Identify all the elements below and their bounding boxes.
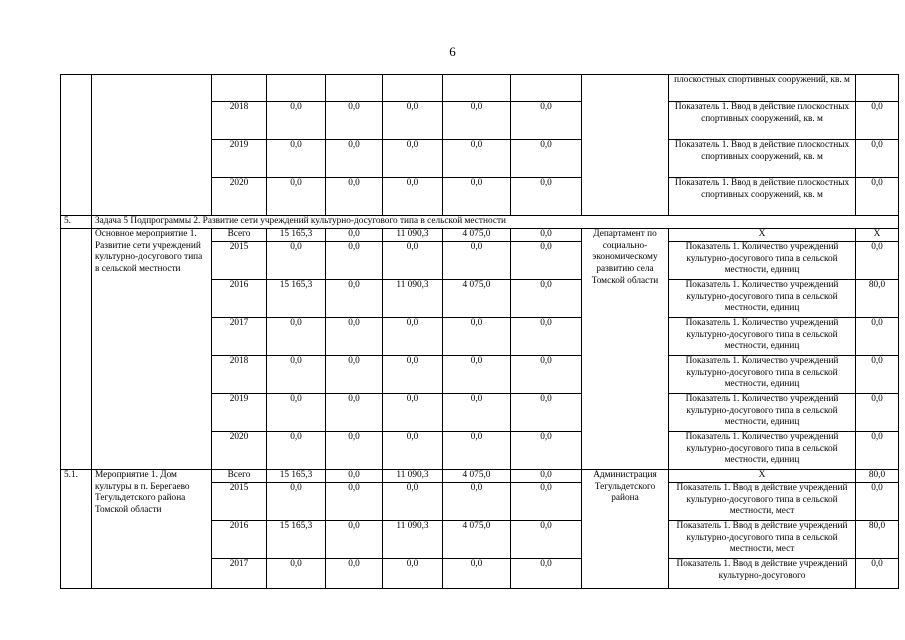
year-cell: 2016 (212, 521, 267, 559)
event-number: 5.1. (61, 470, 92, 589)
table-row: 2017 0,0 0,0 0,0 0,0 0,0 Показатель 1. Количество учреждений культурно-досугового типа в сельской местности, единиц 0,0 (61, 318, 899, 356)
table-row: 2017 0,0 0,0 0,0 0,0 0,0 Показатель 1. Ввод в действие учреждений культурно-досугового 0,0 (61, 559, 899, 589)
indicator-cell: Показатель 1. Количество учреждений культурно-досугового типа в сельской местности, единиц (669, 242, 856, 280)
table-row: 2019 0,0 0,0 0,0 0,0 0,0 Показатель 1. Количество учреждений культурно-досугового типа в сельской местности, единиц 0,0 (61, 394, 899, 432)
year-cell: Всего (212, 229, 267, 242)
table-row: 2015 0,0 0,0 0,0 0,0 0,0 Показатель 1. Ввод в действие учреждений культурно-досугового типа в сельской местности, мест 0,0 (61, 483, 899, 521)
task-row (61, 216, 899, 229)
year-cell: 2020 (212, 178, 267, 216)
year-cell: 2020 (212, 432, 267, 470)
indicator-cell: Показатель 1. Ввод в действие учреждений культурно-досугового (669, 559, 856, 589)
table-row: 5.1. Мероприятие 1. Дом культуры в п. Берегаево Тегульдетского района Томской области Всего 15 165,3 0,0 11 090,3 4 075,0 0,0 Администрация Тегульдетского района X 80,0 (61, 470, 899, 483)
event-name: Основное мероприятие 1. Развитие сети учреждений культурно-досугового типа в сельской местности (92, 229, 212, 280)
indicator-cell: Показатель 1. Количество учреждений культурно-досугового типа в сельской местности, единиц (669, 394, 856, 432)
year-cell: Всего (212, 470, 267, 483)
indicator-cell: Показатель 1. Количество учреждений культурно-досугового типа в сельской местности, единиц (669, 318, 856, 356)
table-row: 2020 0,0 0,0 0,0 0,0 0,0 Показатель 1. Количество учреждений культурно-досугового типа в сельской местности, единиц 0,0 (61, 432, 899, 470)
indicator-cell: Показатель 1. Ввод в действие плоскостных спортивных сооружений, кв. м (669, 140, 856, 178)
indicator-cell: плоскостных спортивных сооружений, кв. м (669, 75, 856, 102)
year-cell: 2018 (212, 356, 267, 394)
table-row (61, 75, 899, 102)
year-cell: 2018 (212, 102, 267, 140)
indicator-cell: Показатель 1. Количество учреждений культурно-досугового типа в сельской местности, единиц (669, 356, 856, 394)
table-row: 2018 0,0 0,0 0,0 0,0 0,0 Показатель 1. Ввод в действие плоскостных спортивных сооружений, кв. м 0,0 (61, 102, 899, 140)
indicator-cell: Показатель 1. Ввод в действие плоскостных спортивных сооружений, кв. м (669, 178, 856, 216)
task-title: Задача 5 Подпрограммы 2. Развитие сети учреждений культурно-досугового типа в сельской местности (92, 216, 899, 229)
year-cell: 2017 (212, 559, 267, 589)
table-row: Основное мероприятие 1. Развитие сети учреждений культурно-досугового типа в сельской местности Всего 15 165,3 0,0 11 090,3 4 075,0 0,0 Департамент по социально-экономическому развитию села Томской области X X (61, 229, 899, 242)
table-row: 2016 15 165,3 0,0 11 090,3 4 075,0 0,0 Показатель 1. Ввод в действие учреждений культурно-досугового типа в сельской местности, мест 80,0 (61, 521, 899, 559)
year-cell: 2019 (212, 140, 267, 178)
executor-cell: Департамент по социально-экономическому развитию села Томской области (582, 229, 669, 470)
task-number: 5. (61, 216, 92, 229)
table-row: 2020 0,0 0,0 0,0 0,0 0,0 Показатель 1. Ввод в действие плоскостных спортивных сооружений, кв. м 0,0 (61, 178, 899, 216)
page-number: 6 (449, 44, 456, 59)
table-row: 2015 0,0 0,0 0,0 0,0 0,0 Показатель 1. Количество учреждений культурно-досугового типа в сельской местности, единиц 0,0 (61, 242, 899, 280)
table-row: 2016 15 165,3 0,0 11 090,3 4 075,0 0,0 Показатель 1. Количество учреждений культурно-досугового типа в сельской местности, единиц 80,0 (61, 280, 899, 318)
year-cell: 2017 (212, 318, 267, 356)
indicator-cell: Показатель 1. Ввод в действие плоскостных спортивных сооружений, кв. м (669, 102, 856, 140)
executor-cell: Администрация Тегульдетского района (582, 470, 669, 589)
indicator-cell: Показатель 1. Количество учреждений культурно-досугового типа в сельской местности, единиц (669, 432, 856, 470)
year-cell: 2019 (212, 394, 267, 432)
indicator-cell: Показатель 1. Ввод в действие учреждений культурно-досугового типа в сельской местности, мест (669, 521, 856, 559)
program-table (60, 74, 899, 589)
table-row: 2019 0,0 0,0 0,0 0,0 0,0 Показатель 1. Ввод в действие плоскостных спортивных сооружений, кв. м 0,0 (61, 140, 899, 178)
indicator-cell: Показатель 1. Количество учреждений культурно-досугового типа в сельской местности, единиц (669, 280, 856, 318)
year-cell: 2016 (212, 280, 267, 318)
event-name: Мероприятие 1. Дом культуры в п. Берегаево Тегульдетского района Томской области (92, 470, 212, 589)
year-cell: 2015 (212, 242, 267, 280)
table-row: 2018 0,0 0,0 0,0 0,0 0,0 Показатель 1. Количество учреждений культурно-досугового типа в сельской местности, единиц 0,0 (61, 356, 899, 394)
year-cell: 2015 (212, 483, 267, 521)
indicator-cell: Показатель 1. Ввод в действие учреждений культурно-досугового типа в сельской местности, мест (669, 483, 856, 521)
